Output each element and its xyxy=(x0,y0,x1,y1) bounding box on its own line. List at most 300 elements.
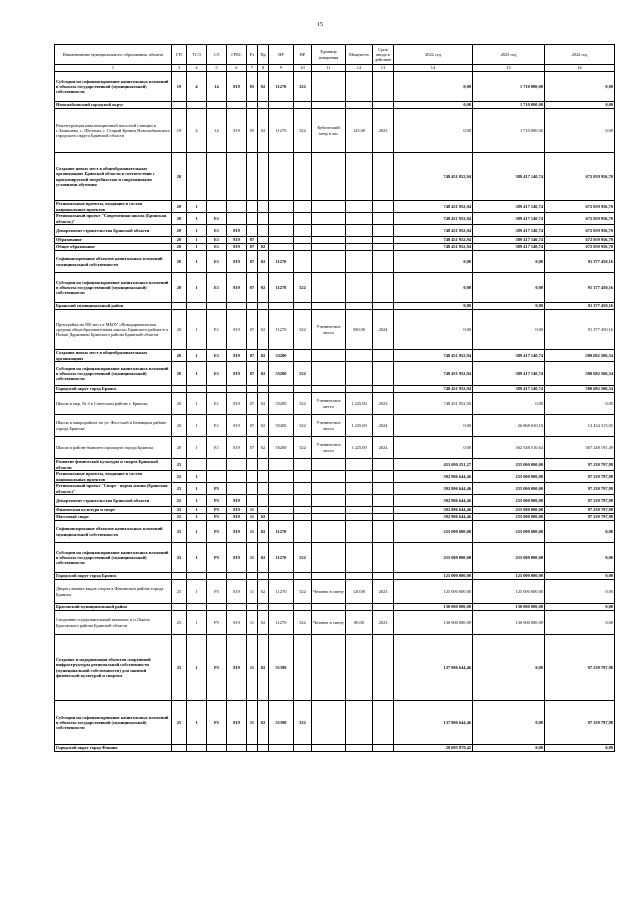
table-cell xyxy=(294,459,312,471)
table-cell: 11270 xyxy=(269,251,294,273)
table-cell: E1 xyxy=(207,350,227,362)
table-cell: 07 xyxy=(247,437,258,459)
table-cell: P5 xyxy=(207,543,227,573)
row-name-cell: Департамент строительства Брянской области xyxy=(55,495,172,507)
table-cell xyxy=(227,483,247,495)
table-cell xyxy=(207,745,227,752)
table-row xyxy=(55,521,615,543)
table-cell xyxy=(258,102,269,109)
table-cell: 1 xyxy=(187,495,207,507)
table-cell xyxy=(373,273,394,303)
table-cell: 1 xyxy=(187,415,207,437)
table-cell: 819 xyxy=(227,350,247,362)
table-cell: 1 xyxy=(187,701,207,745)
table-cell xyxy=(294,573,312,580)
table-cell: 392 806 644,46 xyxy=(394,507,473,514)
row-name-cell: Софинансирование объектов капитальных вложений муниципальной собственности xyxy=(55,251,172,273)
table-cell xyxy=(227,386,247,393)
table-cell xyxy=(346,237,373,244)
table-cell: E1 xyxy=(207,251,227,273)
table-cell xyxy=(346,303,373,310)
table-cell: 522 xyxy=(294,393,312,415)
table-cell: 1 xyxy=(187,543,207,573)
table-cell: 748 451 952,94 xyxy=(394,386,473,393)
row-name-cell: Образование xyxy=(55,237,172,244)
budget-table xyxy=(54,44,615,752)
column-number: 1 xyxy=(55,65,172,72)
column-header: 2023 год xyxy=(473,45,545,65)
table-cell: P5 xyxy=(207,521,227,543)
table-cell: 11 xyxy=(247,514,258,521)
table-cell xyxy=(373,201,394,213)
table-cell: 1 xyxy=(187,251,207,273)
table-cell: 819 xyxy=(227,362,247,386)
table-cell: 20 xyxy=(172,237,187,244)
table-cell: 748 451 952,94 xyxy=(394,225,473,237)
row-name-cell: Субсидии на софинансирование капитальных вложений в объекты государственной (муниципальной) собственности xyxy=(55,701,172,745)
table-cell xyxy=(346,386,373,393)
table-cell xyxy=(269,604,294,611)
table-cell xyxy=(227,471,247,483)
table-cell xyxy=(373,507,394,514)
table-cell xyxy=(346,514,373,521)
table-cell: 25 xyxy=(172,521,187,543)
table-cell xyxy=(258,213,269,225)
table-cell: 20 xyxy=(172,153,187,201)
table-row xyxy=(55,495,615,507)
table-cell xyxy=(187,102,207,109)
table-cell: 20 xyxy=(172,393,187,415)
table-row xyxy=(55,507,615,514)
table-cell xyxy=(269,153,294,201)
table-cell xyxy=(373,251,394,273)
row-name-cell: Региональный проект "Современная школа (Брянская область)" xyxy=(55,213,172,225)
table-cell: 20 xyxy=(172,362,187,386)
table-cell xyxy=(346,635,373,701)
table-cell: 20 xyxy=(172,213,187,225)
table-cell: 07 xyxy=(247,362,258,386)
table-cell: Ученическое место xyxy=(312,437,346,459)
table-cell: E1 xyxy=(207,244,227,251)
table-cell: 389 417 140,74 xyxy=(473,244,545,251)
table-cell: 25 xyxy=(172,543,187,573)
table-cell: 819 xyxy=(227,514,247,521)
table-cell: 819 xyxy=(227,225,247,237)
table-cell xyxy=(172,573,187,580)
table-cell xyxy=(247,459,258,471)
table-row xyxy=(55,543,615,573)
table-cell xyxy=(247,303,258,310)
table-cell: 07 xyxy=(247,273,258,303)
row-name-cell: Создание новых мест в общеобразовательных организациях Брянской области в соответствии с прогнозируемой потребностью и современными условиями обучения xyxy=(55,153,172,201)
table-row xyxy=(55,153,615,201)
table-cell: 1 xyxy=(187,213,207,225)
column-number: 5 xyxy=(207,65,227,72)
table-cell: 20 xyxy=(172,201,187,213)
table-cell: 748 451 952,94 xyxy=(394,362,473,386)
table-cell xyxy=(172,386,187,393)
table-cell: Ученическое место xyxy=(312,415,346,437)
table-cell xyxy=(373,521,394,543)
table-cell: 55200 xyxy=(269,362,294,386)
column-number: 13 xyxy=(373,65,394,72)
table-cell xyxy=(258,303,269,310)
table-cell xyxy=(294,303,312,310)
row-name-cell: Департамент строительства Брянской области xyxy=(55,225,172,237)
table-row xyxy=(55,244,615,251)
table-cell: 580 682 506,54 xyxy=(545,362,615,386)
table-cell: 255 000 000,00 xyxy=(473,507,545,514)
table-cell xyxy=(227,303,247,310)
table-cell xyxy=(258,153,269,201)
table-cell: 1 xyxy=(187,514,207,521)
table-cell xyxy=(172,102,187,109)
table-cell xyxy=(312,514,346,521)
table-cell xyxy=(373,701,394,745)
table-cell xyxy=(294,244,312,251)
table-cell xyxy=(373,244,394,251)
table-cell: 389 417 140,74 xyxy=(473,237,545,244)
column-number: 7 xyxy=(247,65,258,72)
row-name-cell: Субсидии на софинансирование капитальных вложений в объекты государственной (муниципальной) собственности xyxy=(55,362,172,386)
table-cell: P5 xyxy=(207,483,227,495)
table-cell: 819 xyxy=(227,507,247,514)
table-cell: 25 xyxy=(172,701,187,745)
table-cell xyxy=(312,604,346,611)
table-cell: 0,00 xyxy=(545,102,615,109)
table-cell xyxy=(373,459,394,471)
table-cell xyxy=(373,102,394,109)
table-cell: P5 xyxy=(207,635,227,701)
table-cell: 2023 xyxy=(373,393,394,415)
table-cell: 1 710 000,00 xyxy=(473,109,545,153)
table-cell xyxy=(258,225,269,237)
table-cell: E1 xyxy=(207,310,227,350)
table-cell: 255 000 000,00 xyxy=(473,459,545,471)
row-name-cell: Дворец зимних видов спорта в Фокинском районе города Брянска xyxy=(55,580,172,604)
table-cell xyxy=(373,514,394,521)
table-cell: 672 059 956,70 xyxy=(545,153,615,201)
table-cell: 1 xyxy=(187,350,207,362)
table-row xyxy=(55,109,615,153)
table-cell xyxy=(346,251,373,273)
table-cell xyxy=(346,273,373,303)
table-cell xyxy=(227,213,247,225)
table-cell xyxy=(373,471,394,483)
table-cell: 819 xyxy=(227,701,247,745)
table-cell xyxy=(346,350,373,362)
table-cell: 819 xyxy=(227,580,247,604)
table-cell: 819 xyxy=(227,437,247,459)
table-cell: 748 451 952,94 xyxy=(394,350,473,362)
table-row xyxy=(55,580,615,604)
table-cell: 02 xyxy=(258,393,269,415)
table-cell: 02 xyxy=(258,362,269,386)
table-cell xyxy=(187,604,207,611)
table-cell xyxy=(373,745,394,752)
table-row xyxy=(55,225,615,237)
table-cell: 11270 xyxy=(269,521,294,543)
table-cell: 1 xyxy=(187,483,207,495)
table-cell: 522 xyxy=(294,72,312,102)
table-cell: 1 xyxy=(187,611,207,635)
table-cell: 580 682 506,54 xyxy=(545,350,615,362)
table-cell xyxy=(207,201,227,213)
table-cell xyxy=(373,386,394,393)
table-cell: 819 xyxy=(227,543,247,573)
table-cell xyxy=(312,237,346,244)
row-name-cell: Школа в микрорайоне по ул. Фосгской и Бежицком районе города Брянска xyxy=(55,415,172,437)
table-cell xyxy=(227,201,247,213)
table-cell: 20 xyxy=(172,310,187,350)
table-cell xyxy=(227,745,247,752)
table-row xyxy=(55,350,615,362)
table-cell xyxy=(269,102,294,109)
table-cell xyxy=(247,386,258,393)
table-cell: 1 xyxy=(187,362,207,386)
table-cell: 125 000 000,00 xyxy=(473,580,545,604)
table-cell: 02 xyxy=(258,244,269,251)
table-cell: 51390 xyxy=(269,701,294,745)
table-cell xyxy=(227,573,247,580)
column-header: Рз xyxy=(247,45,258,65)
table-cell xyxy=(294,635,312,701)
table-cell xyxy=(294,604,312,611)
row-name-cell: Региональные проекты, входящие в состав национальных проектов xyxy=(55,201,172,213)
table-cell: P5 xyxy=(207,495,227,507)
column-number: 15 xyxy=(473,65,545,72)
table-cell: 748 451 952,94 xyxy=(394,201,473,213)
table-row xyxy=(55,273,615,303)
table-cell xyxy=(269,471,294,483)
table-cell: 0,00 xyxy=(473,310,545,350)
table-cell: E1 xyxy=(207,415,227,437)
table-cell xyxy=(312,573,346,580)
table-cell xyxy=(312,225,346,237)
table-cell: 0,00 xyxy=(545,393,615,415)
table-cell: 25 xyxy=(172,580,187,604)
table-cell xyxy=(269,459,294,471)
table-row xyxy=(55,386,615,393)
table-cell: 97 239 797,98 xyxy=(545,471,615,483)
table-cell: 392 806 644,46 xyxy=(394,495,473,507)
table-row xyxy=(55,701,615,745)
table-cell: 02 xyxy=(258,521,269,543)
table-cell xyxy=(258,507,269,514)
table-cell xyxy=(373,350,394,362)
table-cell xyxy=(294,237,312,244)
table-cell xyxy=(312,386,346,393)
table-cell: 2023 xyxy=(373,611,394,635)
table-cell: 11270 xyxy=(269,310,294,350)
table-cell: 19 xyxy=(172,72,187,102)
table-cell xyxy=(187,745,207,752)
row-name-cell: Брянский муниципальный район xyxy=(55,303,172,310)
table-cell xyxy=(294,507,312,514)
table-cell: 500,00 xyxy=(346,310,373,350)
table-cell: 11 xyxy=(247,580,258,604)
table-cell: 51390 xyxy=(269,635,294,701)
row-name-cell: Брасовский муниципальный район xyxy=(55,604,172,611)
table-cell xyxy=(294,153,312,201)
table-cell xyxy=(312,72,346,102)
table-cell xyxy=(312,521,346,543)
table-cell xyxy=(247,495,258,507)
column-number: 10 xyxy=(294,65,312,72)
table-cell: 1 710 000,00 xyxy=(473,72,545,102)
column-header: НР xyxy=(269,45,294,65)
table-cell: 97 239 797,98 xyxy=(545,514,615,521)
row-name-cell: Школа в районе бывшего аэропорта города Брянска xyxy=(55,437,172,459)
table-row xyxy=(55,362,615,386)
column-header: ТСЭ xyxy=(187,45,207,65)
table-cell: 02 xyxy=(258,72,269,102)
table-cell: 02 xyxy=(258,273,269,303)
table-cell: 0,00 xyxy=(545,745,615,752)
column-header: Срок ввода в действие xyxy=(373,45,394,65)
table-cell xyxy=(312,495,346,507)
table-cell xyxy=(247,745,258,752)
table-cell xyxy=(346,72,373,102)
table-cell: P5 xyxy=(207,611,227,635)
table-cell: 55200 xyxy=(269,350,294,362)
table-cell xyxy=(247,213,258,225)
table-cell: 672 059 956,70 xyxy=(545,225,615,237)
table-cell: 11 xyxy=(247,635,258,701)
table-cell: 26 868 630,10 xyxy=(473,415,545,437)
table-row xyxy=(55,201,615,213)
table-cell: 07 xyxy=(247,237,258,244)
table-cell xyxy=(269,213,294,225)
table-cell xyxy=(269,507,294,514)
table-cell: 522 xyxy=(294,415,312,437)
table-cell: 0,00 xyxy=(545,611,615,635)
row-name-cell: Субсидии на софинансирование капитальных вложений в объекты государственной (муниципальной) собственности xyxy=(55,273,172,303)
table-cell xyxy=(247,471,258,483)
table-cell: 11 xyxy=(247,611,258,635)
table-cell: 1 xyxy=(187,393,207,415)
table-cell: 130 000 000,00 xyxy=(473,604,545,611)
table-cell: 11270 xyxy=(269,273,294,303)
table-cell: Человек в смену xyxy=(312,580,346,604)
table-cell: Ученическое место xyxy=(312,393,346,415)
table-cell: 819 xyxy=(227,237,247,244)
column-number: 16 xyxy=(545,65,615,72)
table-cell xyxy=(312,362,346,386)
table-cell xyxy=(373,573,394,580)
table-cell xyxy=(269,495,294,507)
table-cell: 255 000 000,00 xyxy=(473,495,545,507)
table-cell: 1 xyxy=(187,635,207,701)
table-cell: 0,00 xyxy=(545,543,615,573)
table-cell: 0,00 xyxy=(394,437,473,459)
table-cell: 0,00 xyxy=(394,251,473,273)
table-cell: 522 xyxy=(294,437,312,459)
table-cell xyxy=(258,745,269,752)
table-cell xyxy=(294,471,312,483)
table-cell xyxy=(346,604,373,611)
table-cell xyxy=(346,102,373,109)
table-cell: 389 417 140,74 xyxy=(473,350,545,362)
table-row xyxy=(55,310,615,350)
table-cell xyxy=(187,386,207,393)
table-cell: 11 xyxy=(247,521,258,543)
table-cell xyxy=(312,251,346,273)
table-cell: 748 451 952,94 xyxy=(394,244,473,251)
table-cell: 05 xyxy=(247,72,258,102)
table-cell: 1 xyxy=(187,580,207,604)
table-cell: Ученическое место xyxy=(312,310,346,350)
table-cell: 392 806 644,46 xyxy=(394,471,473,483)
table-cell: 0,00 xyxy=(473,701,545,745)
column-header: 2024 год xyxy=(545,45,615,65)
table-cell: 0,00 xyxy=(394,310,473,350)
table-row xyxy=(55,471,615,483)
table-cell xyxy=(294,514,312,521)
table-cell xyxy=(312,244,346,251)
table-cell: 1 225,00 xyxy=(346,437,373,459)
table-cell: 91 377 450,16 xyxy=(545,251,615,273)
table-cell: 11270 xyxy=(269,611,294,635)
table-cell: 819 xyxy=(227,273,247,303)
table-cell: 0,00 xyxy=(473,635,545,701)
table-cell: 672 059 956,70 xyxy=(545,213,615,225)
table-cell xyxy=(269,303,294,310)
table-row xyxy=(55,393,615,415)
table-cell xyxy=(207,573,227,580)
table-cell xyxy=(187,303,207,310)
table-cell xyxy=(312,350,346,362)
table-cell: 11270 xyxy=(269,543,294,573)
table-cell: 389 417 140,74 xyxy=(473,225,545,237)
table-cell: 1 xyxy=(187,507,207,514)
table-cell: 1 xyxy=(187,471,207,483)
table-cell: 522 xyxy=(294,109,312,153)
table-cell: 522 xyxy=(294,543,312,573)
table-header xyxy=(55,45,615,72)
table-cell xyxy=(373,495,394,507)
column-number: 9 xyxy=(269,65,294,72)
table-cell xyxy=(346,459,373,471)
table-cell: 255 000 000,00 xyxy=(473,514,545,521)
table-cell xyxy=(207,471,227,483)
table-cell: 11 xyxy=(247,507,258,514)
table-cell xyxy=(258,459,269,471)
table-cell: 362 548 510,64 xyxy=(473,437,545,459)
table-cell: 819 xyxy=(227,109,247,153)
table-cell xyxy=(207,459,227,471)
table-cell: 97 239 797,98 xyxy=(545,635,615,701)
table-cell: 2024 xyxy=(373,415,394,437)
table-cell: P5 xyxy=(207,580,227,604)
table-cell: 20 xyxy=(172,244,187,251)
column-header: Единица измерения xyxy=(312,45,346,65)
table-cell: 125 000 000,00 xyxy=(394,573,473,580)
row-name-cell: Общее образование xyxy=(55,244,172,251)
table-cell xyxy=(294,201,312,213)
table-cell: 522 xyxy=(294,310,312,350)
table-cell: 819 xyxy=(227,72,247,102)
table-cell xyxy=(269,244,294,251)
table-cell: 1 xyxy=(187,310,207,350)
table-cell: 1 xyxy=(187,237,207,244)
table-cell: 20 xyxy=(172,251,187,273)
table-cell: 02 xyxy=(258,514,269,521)
table-cell: 748 451 952,94 xyxy=(394,393,473,415)
table-cell xyxy=(312,153,346,201)
table-cell xyxy=(312,543,346,573)
table-cell xyxy=(258,604,269,611)
